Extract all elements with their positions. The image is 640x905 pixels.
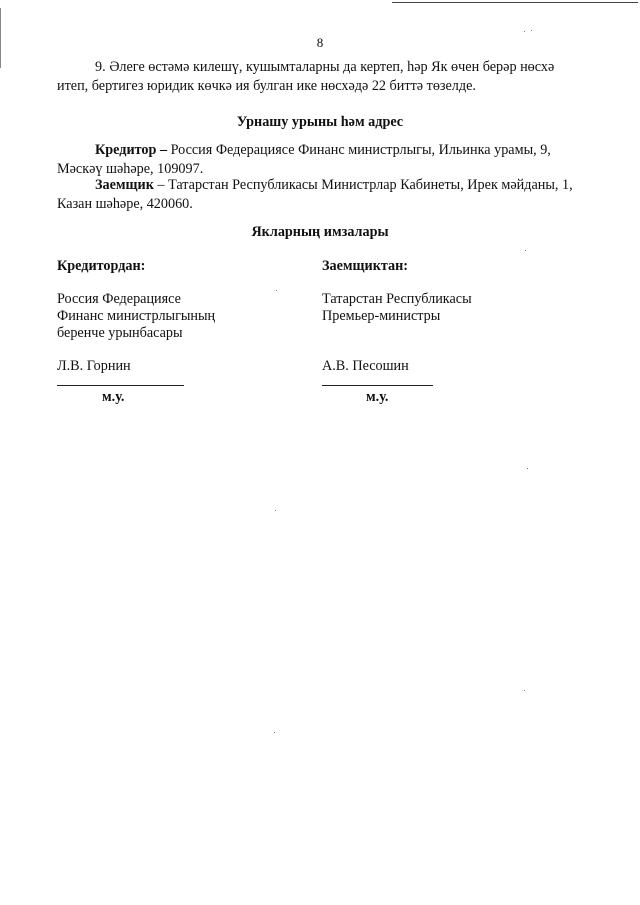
right-seal-mark: м.у. [366,389,389,405]
scan-edge-line [392,2,638,3]
right-signature-line [322,385,433,386]
clause-9-text-b: әр нөсхә [503,59,555,75]
right-signatory-name: А.В. Песошин [322,358,409,374]
page-number: 8 [316,35,324,50]
scan-speck [524,31,525,32]
borrower-label: Заемщик [95,177,154,193]
clause-9-line-2: итеп, бертигез юридик көчкә ия булган ике нөсхәдә 22 биттә төзелде. [57,78,476,94]
left-signatory-name: Л.В. Горнин [57,358,131,374]
creditor-address-1: Россия Федерациясе Финанс министрлыгы, Ильинка урамы, 9, [170,142,551,158]
scan-speck [527,468,528,469]
creditor-label: Кредитор – [95,142,168,158]
left-signatory-title-2: Финанс министрлыгының [57,308,216,324]
left-signatory-label: Кредитордан: [57,258,146,274]
clause-9-text-a: 9. Әлеге өстәмә килешү, кушымталарны да кертеп, һәр Як өчен бер [95,59,504,75]
scan-speck [524,690,525,691]
left-signature-line [57,385,184,386]
address-heading: Урнашу урыны һәм адрес [236,114,404,130]
scan-speck [275,510,276,511]
left-signatory-title-3: беренче урынбасары [57,325,183,341]
signatures-heading: Якларның имзалары [251,224,389,240]
scan-speck [276,290,277,291]
scan-speck [531,30,532,31]
clause-9-line-1 [57,58,585,77]
borrower-address-1: – Татарстан Республикасы Министрлар Кабинеты, Ирек мәйданы, 1, [153,177,573,193]
creditor-line-1 [57,141,585,160]
right-signatory-label: Заемщиктан: [322,258,409,274]
creditor-line-2: Мәскәү шәһәре, 109097. [57,161,204,177]
left-signatory-title-1: Россия Федерациясе [57,291,181,307]
left-seal-mark: м.у. [102,389,125,405]
scan-speck [274,732,275,733]
right-signatory-title-1: Татарстан Республикасы [322,291,472,307]
borrower-line-2: Казан шәһәре, 420060. [57,196,193,212]
scan-speck [525,250,526,251]
right-signatory-title-2: Премьер-министры [322,308,441,324]
borrower-line-1 [57,176,585,195]
